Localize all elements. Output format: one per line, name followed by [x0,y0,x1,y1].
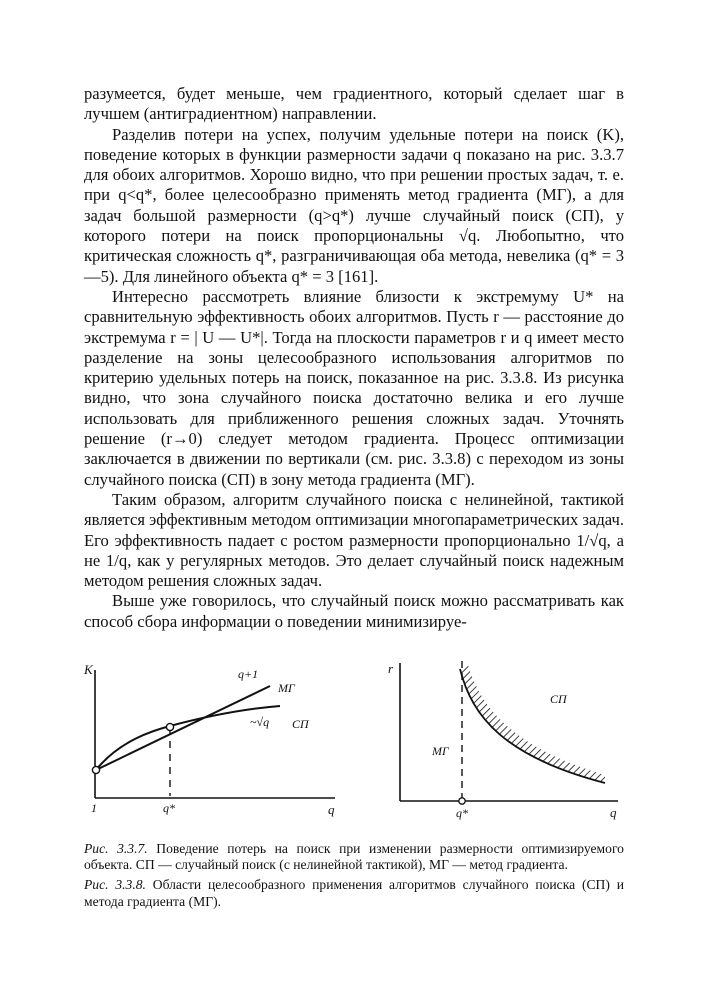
figure-3-3-8 [380,655,640,830]
critical-label: q* [456,806,468,820]
line-label: q+1 [238,667,259,681]
caption-3-3-7-text: Поведение потерь на поиск при изменении размерности оптимизируемого объекта. СП — случайный поиск (с нелинейной тактикой), МГ — метод градиента. [84,841,624,873]
caption-3-3-7-label: Рис. 3.3.7. [84,841,148,856]
body-text [84,84,624,632]
origin-marker [92,766,99,773]
caption-3-3-8 [84,877,624,909]
caption-3-3-7 [84,841,624,873]
figure-3-3-7 [80,658,350,828]
critical-label: q* [163,801,175,815]
origin-label: 1 [91,801,97,815]
caption-3-3-8-label: Рис. 3.3.8. [84,877,146,893]
paragraph-2: Разделив потери на успех, получим удельные потери на поиск (K), поведение которых в функции размерности задачи q показано на рис. 3.3.7 для обоих алгоритмов. Хорошо видно, что при решении простых задач, т. е. при q<q*, более целесообразно применять метод градиента (МГ), а для задач большой размерности (q>q*) лучше случайный поиск (СП), у которого потери на поиск пропорциональны √q. Любопытно, что критическая сложность q*, разграничивающая оба метода, невелика (q* = 3—5). Для линейного объекта q* = 3 [161]. [84,124,624,286]
figure-3-3-7-plot [80,658,350,828]
boundary-curve [460,669,605,783]
curve-method-label: СП [292,717,309,731]
paragraph-4: Таким образом, алгоритм случайного поиска с нелинейной, тактикой является эффективным методом оптимизации многопараметрических задач. Его эффективность падает с ростом размерности пропорционально 1/√q, а не 1/q, как у регулярных методов. Это делает случайный поиск надежным методом решения сложных задач. [84,489,624,591]
y-axis-label: r [388,661,394,676]
paragraph-1: разумеется, будет меньше, чем градиентного, который сделает шаг в лучшем (антиградиентном) направлении. [84,84,624,124]
caption-3-3-8-text: Области целесообразного применения алгоритмов случайного поиска (СП) и метода градиента (МГ). [84,877,624,909]
line-method-label: МГ [278,681,295,695]
zone-gradient-label: МГ [432,744,449,758]
x-axis-label: q [328,802,335,817]
curve-label: ~√q [250,715,270,729]
paragraph-3: Интересно рассмотреть влияние близости к экстремуму U* на сравнительную эффективность обоих алгоритмов. Пусть r — расстояние до экстремума r = | U — U*|. Тогда на плоскости параметров r и q имеет место разделение на зоны целесообразного использования алгоритмов по критерию удельных потерь на поиск, показанное на рис. 3.3.8. Из рисунка видно, что зона случайного поиска достаточно велика и его лучше использовать для приближенного решения сложных задач. Уточнять решение (r→0) следует методом градиента. Процесс оптимизации заключается в движении по вертикали (см. рис. 3.3.8) с переходом из зоны случайного поиска (СП) в зону метода градиента (МГ). [84,286,624,489]
figure-captions [84,841,624,914]
gradient-line [96,686,270,770]
figure-3-3-8-plot [380,655,640,830]
x-axis-label: q [610,805,617,820]
y-axis-label: K [84,662,93,677]
intersection-marker [166,723,173,730]
zone-random-label: СП [550,692,567,706]
critical-marker [459,798,465,804]
paragraph-5: Выше уже говорилось, что случайный поиск можно рассматривать как способ сбора информации о поведении минимизируе- [84,591,624,631]
boundary-hatch [460,665,605,783]
